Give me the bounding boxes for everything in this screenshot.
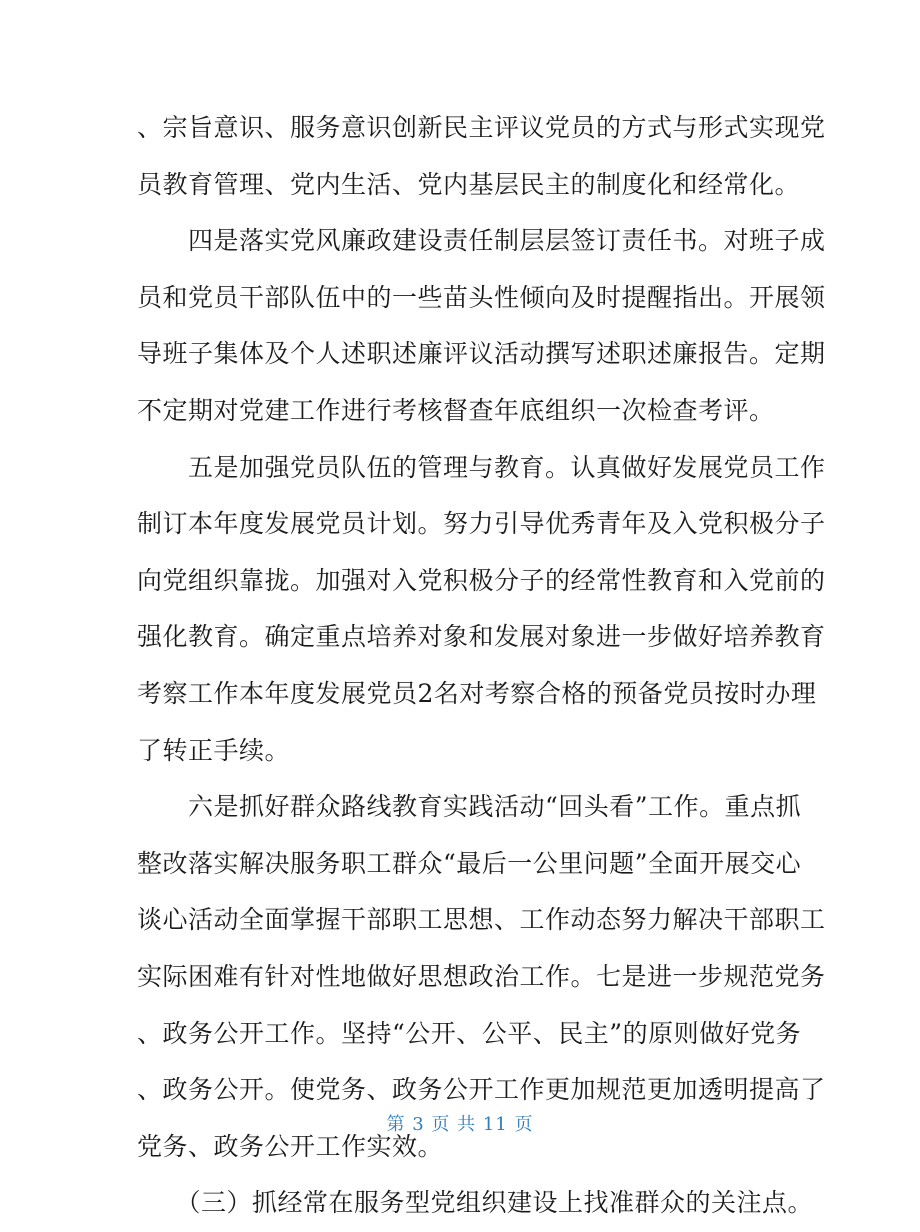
text-line: 整改落实解决服务职工群众“最后一公里问题”全面开展交心 [137, 848, 802, 878]
text-line: 四是落实党风廉政建设责任制层层签订责任书。对班子成 [137, 226, 826, 256]
text-line: 六是抓好群众路线教育实践活动“回头看”工作。重点抓 [137, 792, 802, 822]
text-line: 强化教育。确定重点培养对象和发展对象进一步做好培养教育 [137, 622, 826, 652]
text-line: 员教育管理、党内生活、党内基层民主的制度化和经常化。 [137, 169, 801, 199]
text-line: 、政务公开工作。坚持“公开、公平、民主”的原则做好党务 [137, 1018, 802, 1048]
text-line: 员和党员干部队伍中的一些苗头性倾向及时提醒指出。开展领 [137, 282, 826, 312]
text-line: 导班子集体及个人述职述廉评议活动撰写述职述廉报告。定期 [137, 339, 826, 369]
text-line: 了转正手续。 [137, 735, 291, 765]
text-line: 不定期对党建工作进行考核督查年底组织一次检查考评。 [137, 395, 775, 425]
text-line: 党务、政务公开工作实效。 [137, 1131, 444, 1161]
text-line: 五是加强党员队伍的管理与教育。认真做好发展党员工作 [137, 452, 826, 482]
text-line: 、宗旨意识、服务意识创新民主评议党员的方式与形式实现党 [137, 113, 826, 142]
page-number-footer: 第 3 页 共 11 页 [386, 1114, 534, 1135]
text-line: 谈心活动全面掌握干部职工思想、工作动态努力解决干部职工 [137, 905, 826, 935]
text-line: （三）抓经常在服务型党组织建设上找准群众的关注点。 [137, 1188, 814, 1218]
document-body [137, 100, 826, 1232]
text-line: 考察工作本年度发展党员2名对考察合格的预备党员按时办理 [137, 678, 817, 708]
text-line: 制订本年度发展党员计划。努力引导优秀青年及入党积极分子 [137, 509, 826, 539]
text-line: 向党组织靠拢。加强对入党积极分子的经常性教育和入党前的 [137, 565, 826, 595]
text-line: 、政务公开。使党务、政务公开工作更加规范更加透明提高了 [137, 1075, 826, 1105]
text-line: 实际困难有针对性地做好思想政治工作。七是进一步规范党务 [137, 961, 826, 991]
